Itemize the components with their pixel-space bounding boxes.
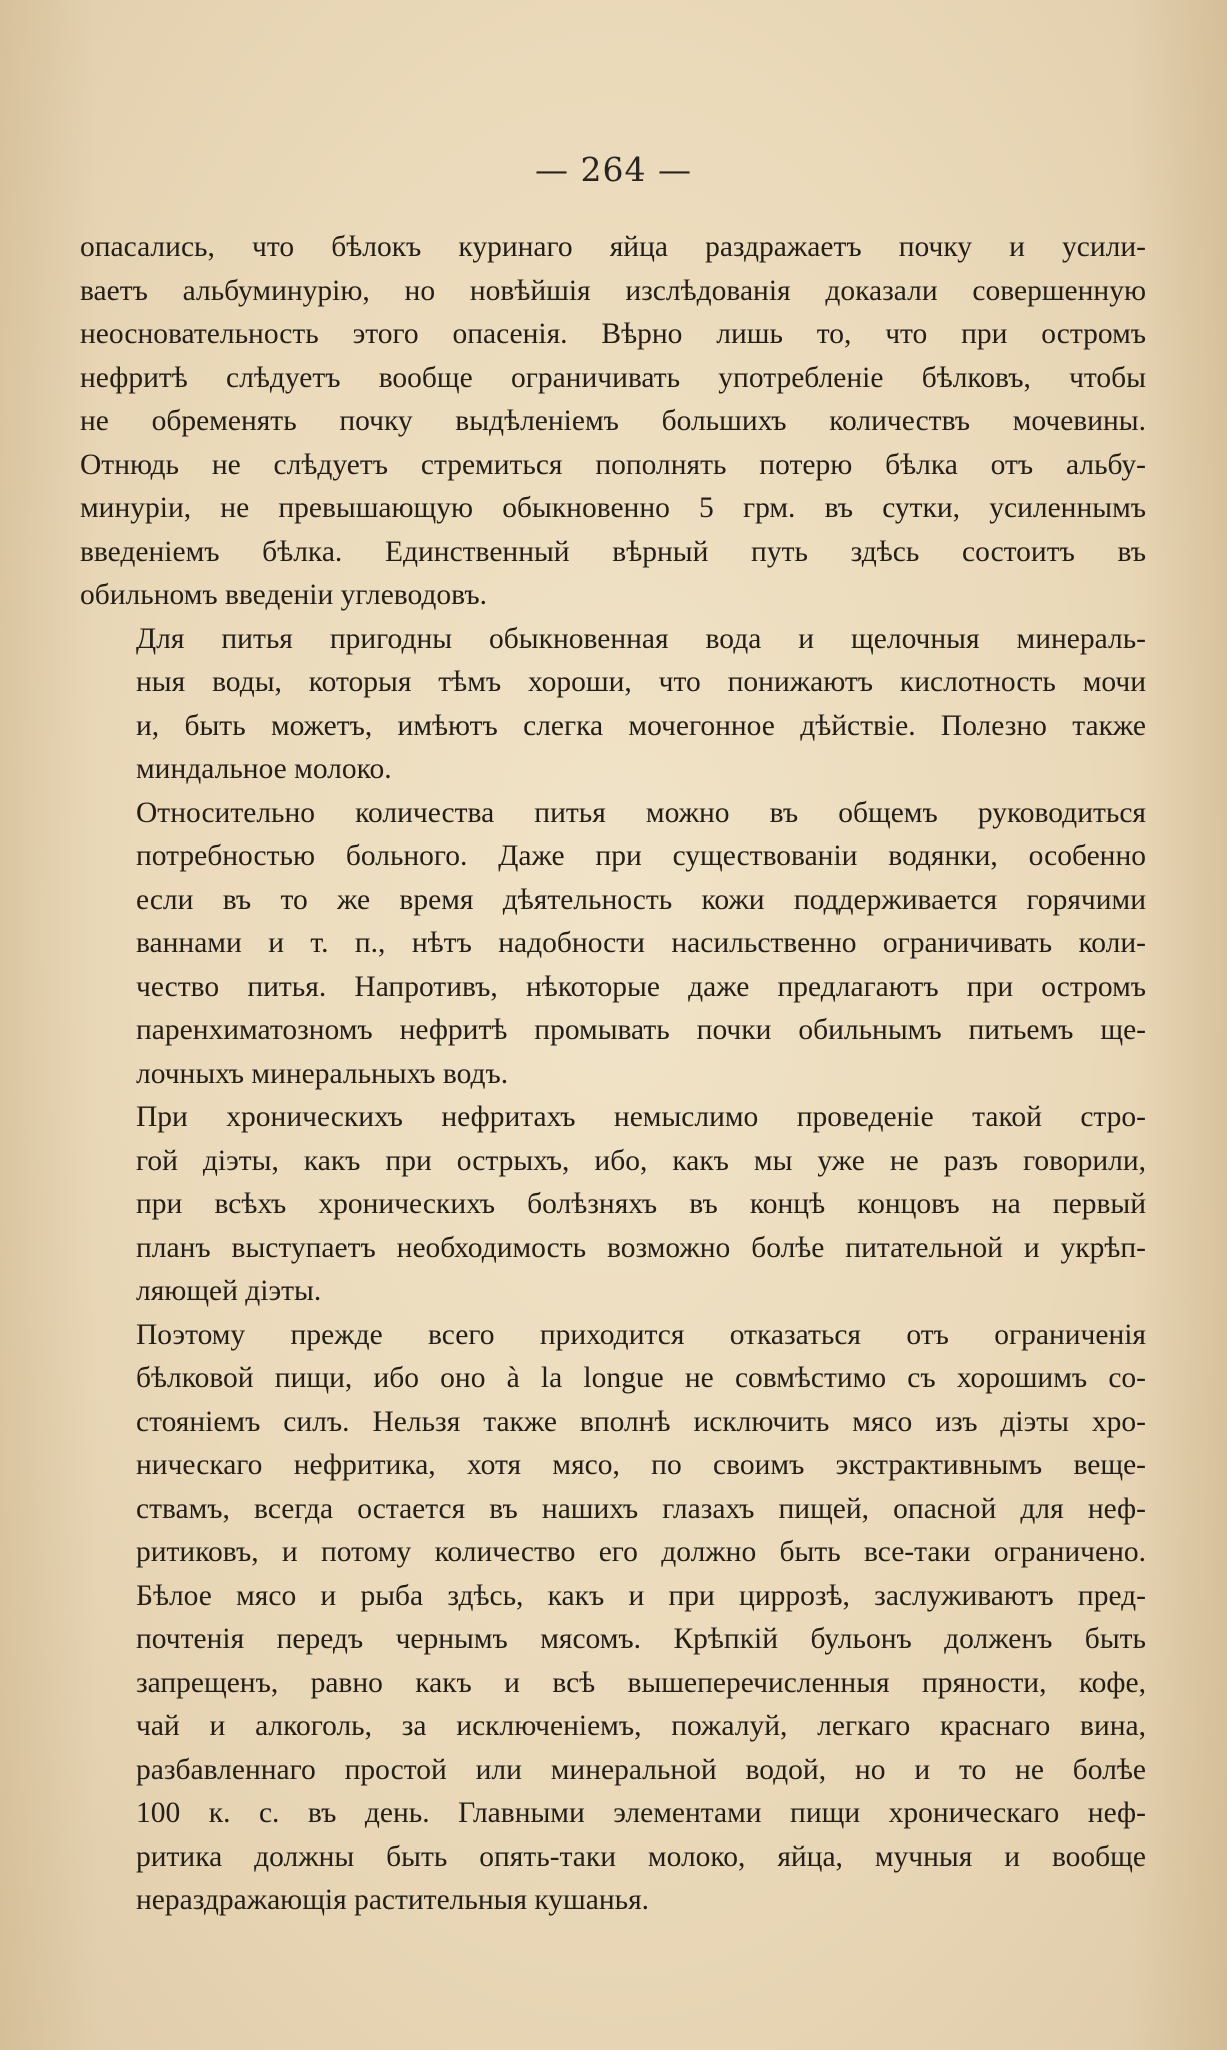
text-line: Бѣлое мясо и рыба здѣсь, какъ и при циррозѣ, заслуживаютъ пред- <box>136 1579 1146 1612</box>
text-line: опасались, что бѣлокъ куринаго яйца раздражаетъ почку и усили- <box>80 231 1146 263</box>
paragraph <box>80 1096 1146 1314</box>
paragraph <box>80 1314 1146 1923</box>
text-line: нераздражающія растительныя кушанья. <box>136 1884 650 1916</box>
text-line: ритиковъ, и потому количество его должно быть все-таки ограничено. <box>136 1536 1146 1568</box>
text-line: запрещенъ, равно какъ и всѣ вышеперечисленныя пряности, кофе, <box>136 1666 1146 1699</box>
text-line: разбавленнаго простой или минеральной водой, но и то не болѣе <box>136 1753 1146 1786</box>
text-line: Для питья пригодны обыкновенная вода и щелочныя минераль- <box>136 622 1146 655</box>
text-line: При хроническихъ нефритахъ немыслимо проведеніе такой стро- <box>136 1101 1146 1133</box>
text-line: гой діэты, какъ при острыхъ, ибо, какъ мы уже не разъ говорили, <box>136 1144 1146 1177</box>
text-line: миндальное молоко. <box>136 753 392 785</box>
text-line: обильномъ введеніи углеводовъ. <box>80 579 488 611</box>
text-line: почтенія передъ чернымъ мясомъ. Крѣпкій бульонъ долженъ быть <box>136 1623 1146 1655</box>
text-line: бѣлковой пищи, ибо оно à la longue не совмѣстимо съ хорошимъ со- <box>136 1362 1146 1394</box>
page-body <box>80 226 1146 1923</box>
text-line: и, быть можетъ, имѣютъ слегка мочегонное дѣйствіе. Полезно также <box>136 709 1146 742</box>
text-line: Относительно количества питья можно въ общемъ руководиться <box>136 796 1146 829</box>
text-line: неосновательность этого опасенія. Вѣрно лишь то, что при остромъ <box>80 318 1146 350</box>
text-line: ваетъ альбуминурію, но новѣйшія изслѣдованія доказали совершенную <box>80 274 1146 307</box>
paragraph <box>80 618 1146 792</box>
text-line: ническаго нефритика, хотя мясо, по своимъ экстрактивнымъ веще- <box>136 1449 1146 1481</box>
text-line: не обременять почку выдѣленіемъ большихъ количествъ мочевины. <box>80 405 1146 437</box>
text-line: если въ то же время дѣятельность кожи поддерживается горячими <box>136 883 1146 916</box>
text-line: минуріи, не превышающую обыкновенно 5 грм. въ сутки, усиленнымъ <box>80 492 1146 524</box>
text-line: ныя воды, которыя тѣмъ хороши, что понижаютъ кислотность мочи <box>136 666 1146 698</box>
text-line: лочныхъ минеральныхъ водъ. <box>136 1057 509 1090</box>
text-line: Поэтому прежде всего приходится отказаться отъ ограниченія <box>136 1318 1146 1351</box>
text-line: 100 к. с. въ день. Главными элементами пищи хроническаго неф- <box>136 1797 1146 1829</box>
text-line: паренхиматозномъ нефритѣ промывать почки обильнымъ питьемъ ще- <box>136 1014 1146 1046</box>
page-number: — 264 — <box>535 150 692 189</box>
text-line: ляющей діэты. <box>136 1275 322 1307</box>
text-line: чество питья. Напротивъ, нѣкоторые даже предлагаютъ при остромъ <box>136 970 1146 1003</box>
text-line: ствамъ, всегда остается въ нашихъ глазахъ пищей, опасной для неф- <box>136 1492 1146 1525</box>
text-line: ритика должны быть опять-таки молоко, яйца, мучныя и вообще <box>136 1840 1146 1873</box>
text-line: планъ выступаетъ необходимость возможно болѣе питательной и укрѣп- <box>136 1231 1146 1264</box>
text-line: потребностью больного. Даже при существованіи водянки, особенно <box>136 840 1146 872</box>
text-line: ваннами и т. п., нѣтъ надобности насильственно ограничивать коли- <box>136 927 1146 959</box>
paragraph <box>80 792 1146 1097</box>
text-line: при всѣхъ хроническихъ болѣзняхъ въ концѣ концовъ на первый <box>136 1188 1146 1220</box>
paragraph <box>80 226 1146 618</box>
text-line: введеніемъ бѣлка. Единственный вѣрный путь здѣсь состоитъ въ <box>80 535 1146 568</box>
text-line: чай и алкоголь, за исключеніемъ, пожалуй, легкаго краснаго вина, <box>136 1710 1146 1742</box>
text-line: Отнюдь не слѣдуетъ стремиться пополнять потерю бѣлка отъ альбу- <box>80 448 1146 481</box>
text-line: нефритѣ слѣдуетъ вообще ограничивать употребленіе бѣлковъ, чтобы <box>80 361 1146 394</box>
text-line: стояніемъ силъ. Нельзя также вполнѣ исключить мясо изъ діэты хро- <box>136 1405 1146 1438</box>
